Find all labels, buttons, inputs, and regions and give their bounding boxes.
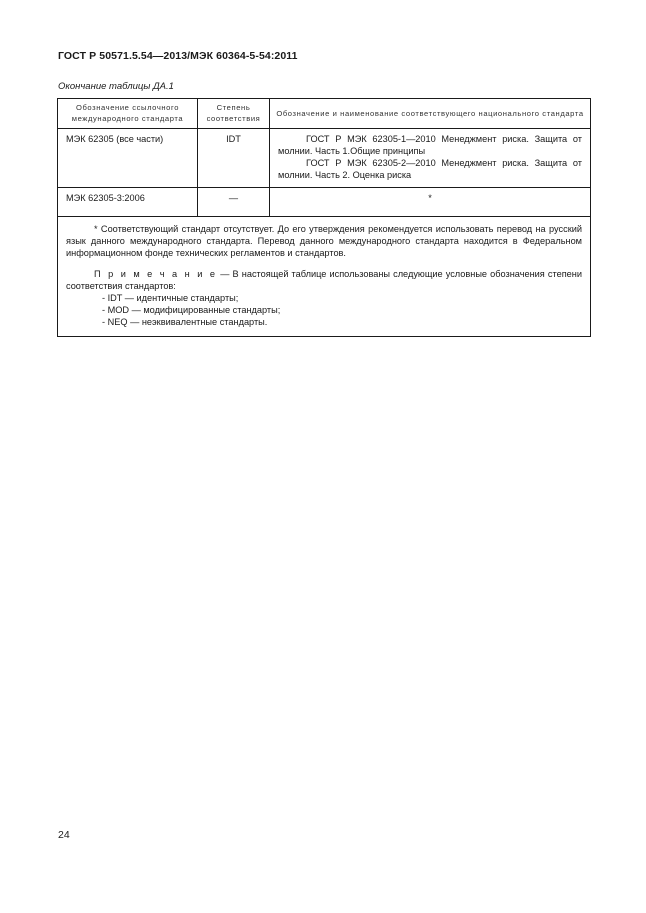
- table-caption: Окончание таблицы ДА.1: [58, 81, 174, 92]
- note-block: [66, 268, 582, 328]
- column-header-standard: Обозначение ссылочного международного стандарта: [58, 99, 198, 129]
- national-standard-entry: ГОСТ Р МЭК 62305-2—2010 Менеджмент риска. Защита от молнии. Часть 2. Оценка риска: [278, 158, 582, 180]
- footnote-text: * Соответствующий стандарт отсутствует. До его утверждения рекомендуется использовать перевод на русский язык данного международного стандарта. Перевод данного международного стандарта находится в Федеральном информационном фонде технических регламентов и стандартов.: [66, 224, 582, 258]
- note-list-item: - IDT — идентичные стандарты;: [102, 293, 239, 303]
- cell-degree: —: [198, 188, 270, 217]
- footnote-cell: [58, 217, 591, 337]
- cell-national: [270, 129, 591, 188]
- cell-national: *: [270, 188, 591, 217]
- table-header-row: [58, 99, 591, 129]
- national-standard-entry: ГОСТ Р МЭК 62305-1—2010 Менеджмент риска. Защита от молнии. Часть 1.Общие принципы: [278, 134, 582, 156]
- note-text: [66, 268, 582, 292]
- table-row: [58, 188, 591, 217]
- column-header-national: Обозначение и наименование соответствующего национального стандарта: [270, 99, 591, 129]
- standards-table: [57, 98, 591, 337]
- cell-standard: МЭК 62305-3:2006: [58, 188, 198, 217]
- document-header: ГОСТ Р 50571.5.54—2013/МЭК 60364-5-54:2011: [58, 50, 298, 62]
- note-list-item: - MOD — модифицированные стандарты;: [102, 305, 281, 315]
- table-footnote-row: [58, 217, 591, 337]
- table-row: [58, 129, 591, 188]
- cell-standard: МЭК 62305 (все части): [58, 129, 198, 188]
- note-list-item: - NEQ — неэквивалентные стандарты.: [102, 317, 268, 327]
- note-label: П р и м е ч а н и е: [94, 269, 218, 279]
- page-number: 24: [58, 829, 70, 841]
- note-body: — В настоящей таблице использованы следующие условные обозначения степени соответствия стандартов:: [66, 269, 582, 291]
- cell-degree: IDT: [198, 129, 270, 188]
- column-header-degree: Степень соответствия: [198, 99, 270, 129]
